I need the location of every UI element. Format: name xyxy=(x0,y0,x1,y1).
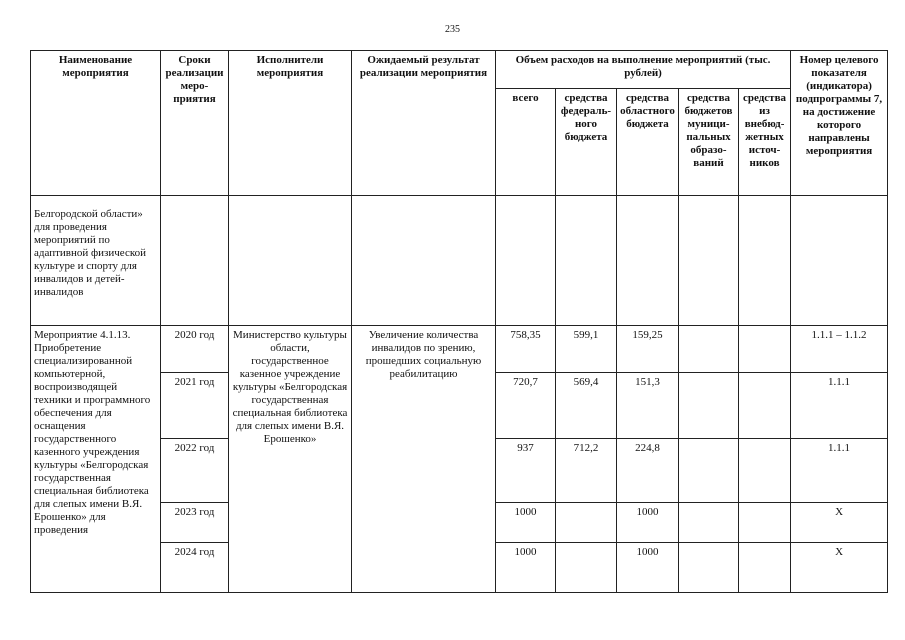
federal-cell: 599,1 xyxy=(556,326,617,373)
page-number: 235 xyxy=(445,24,460,35)
indicator-cell: 1.1.1 xyxy=(791,373,888,439)
empty-cell xyxy=(161,196,229,326)
header-regional: средства областного бюджета xyxy=(617,89,679,196)
total-cell: 758,35 xyxy=(496,326,556,373)
header-expenses: Объем расходов на выполнение мероприятий (тыс. рублей) xyxy=(496,51,791,89)
year-cell: 2021 год xyxy=(161,373,229,439)
year-cell: 2023 год xyxy=(161,503,229,543)
regional-cell: 1000 xyxy=(617,503,679,543)
empty-cell xyxy=(739,196,791,326)
measures-table xyxy=(30,50,888,593)
total-cell: 1000 xyxy=(496,543,556,593)
regional-cell: 151,3 xyxy=(617,373,679,439)
header-total: всего xyxy=(496,89,556,196)
federal-cell xyxy=(556,503,617,543)
municipal-cell xyxy=(679,439,739,503)
empty-cell xyxy=(496,196,556,326)
year-cell: 2022 год xyxy=(161,439,229,503)
empty-cell xyxy=(617,196,679,326)
header-federal: средства федераль-ного бюджета xyxy=(556,89,617,196)
municipal-cell xyxy=(679,543,739,593)
header-offbudget: средства из внебюд-жетных источ-ников xyxy=(739,89,791,196)
executor-cell: Министерство культуры области, государственное казенное учреждение культуры «Белгородская государственная специальная библиотека для слепых имени В.Я. Ерошенко» xyxy=(229,326,352,593)
municipal-cell xyxy=(679,326,739,373)
offbudget-cell xyxy=(739,439,791,503)
regional-cell: 224,8 xyxy=(617,439,679,503)
table-row xyxy=(31,326,888,373)
indicator-cell: Х xyxy=(791,543,888,593)
header-municipal: средства бюджетов муници-пальных образо-ваний xyxy=(679,89,739,196)
prev-measure-name: Белгородской области» для проведения мероприятий по адаптивной физической культуре и спорту для инвалидов и детей-инвалидов xyxy=(31,196,161,326)
header-indicator: Номер целевого показателя (индикатора) подпрограммы 7, на достижение которого направлены мероприятия xyxy=(791,51,888,196)
year-cell: 2020 год xyxy=(161,326,229,373)
total-cell: 1000 xyxy=(496,503,556,543)
measure-name: Мероприятие 4.1.13. Приобретение специализированной компьютерной, воспроизводящей техники и программного обеспечения для оснащения государственного казенного учреждения культуры «Белгородская государственная специальная библиотека для слепых имени В.Я. Ерошенко» для проведения xyxy=(31,326,161,593)
header-executors: Исполнители мероприятия xyxy=(229,51,352,196)
indicator-cell: 1.1.1 xyxy=(791,439,888,503)
municipal-cell xyxy=(679,503,739,543)
empty-cell xyxy=(352,196,496,326)
header-terms: Сроки реализации меро-приятия xyxy=(161,51,229,196)
header-name: Наименование мероприятия xyxy=(31,51,161,196)
offbudget-cell xyxy=(739,373,791,439)
total-cell: 937 xyxy=(496,439,556,503)
offbudget-cell xyxy=(739,326,791,373)
indicator-cell: 1.1.1 – 1.1.2 xyxy=(791,326,888,373)
regional-cell: 1000 xyxy=(617,543,679,593)
result-cell: Увеличение количества инвалидов по зрению, прошедших социальную реабилитацию xyxy=(352,326,496,593)
federal-cell xyxy=(556,543,617,593)
empty-cell xyxy=(556,196,617,326)
table-row xyxy=(31,196,888,326)
federal-cell: 712,2 xyxy=(556,439,617,503)
year-cell: 2024 год xyxy=(161,543,229,593)
total-cell: 720,7 xyxy=(496,373,556,439)
empty-cell xyxy=(791,196,888,326)
header-expected-result: Ожидаемый результат реализации мероприятия xyxy=(352,51,496,196)
empty-cell xyxy=(229,196,352,326)
offbudget-cell xyxy=(739,543,791,593)
empty-cell xyxy=(679,196,739,326)
regional-cell: 159,25 xyxy=(617,326,679,373)
offbudget-cell xyxy=(739,503,791,543)
indicator-cell: Х xyxy=(791,503,888,543)
municipal-cell xyxy=(679,373,739,439)
federal-cell: 569,4 xyxy=(556,373,617,439)
